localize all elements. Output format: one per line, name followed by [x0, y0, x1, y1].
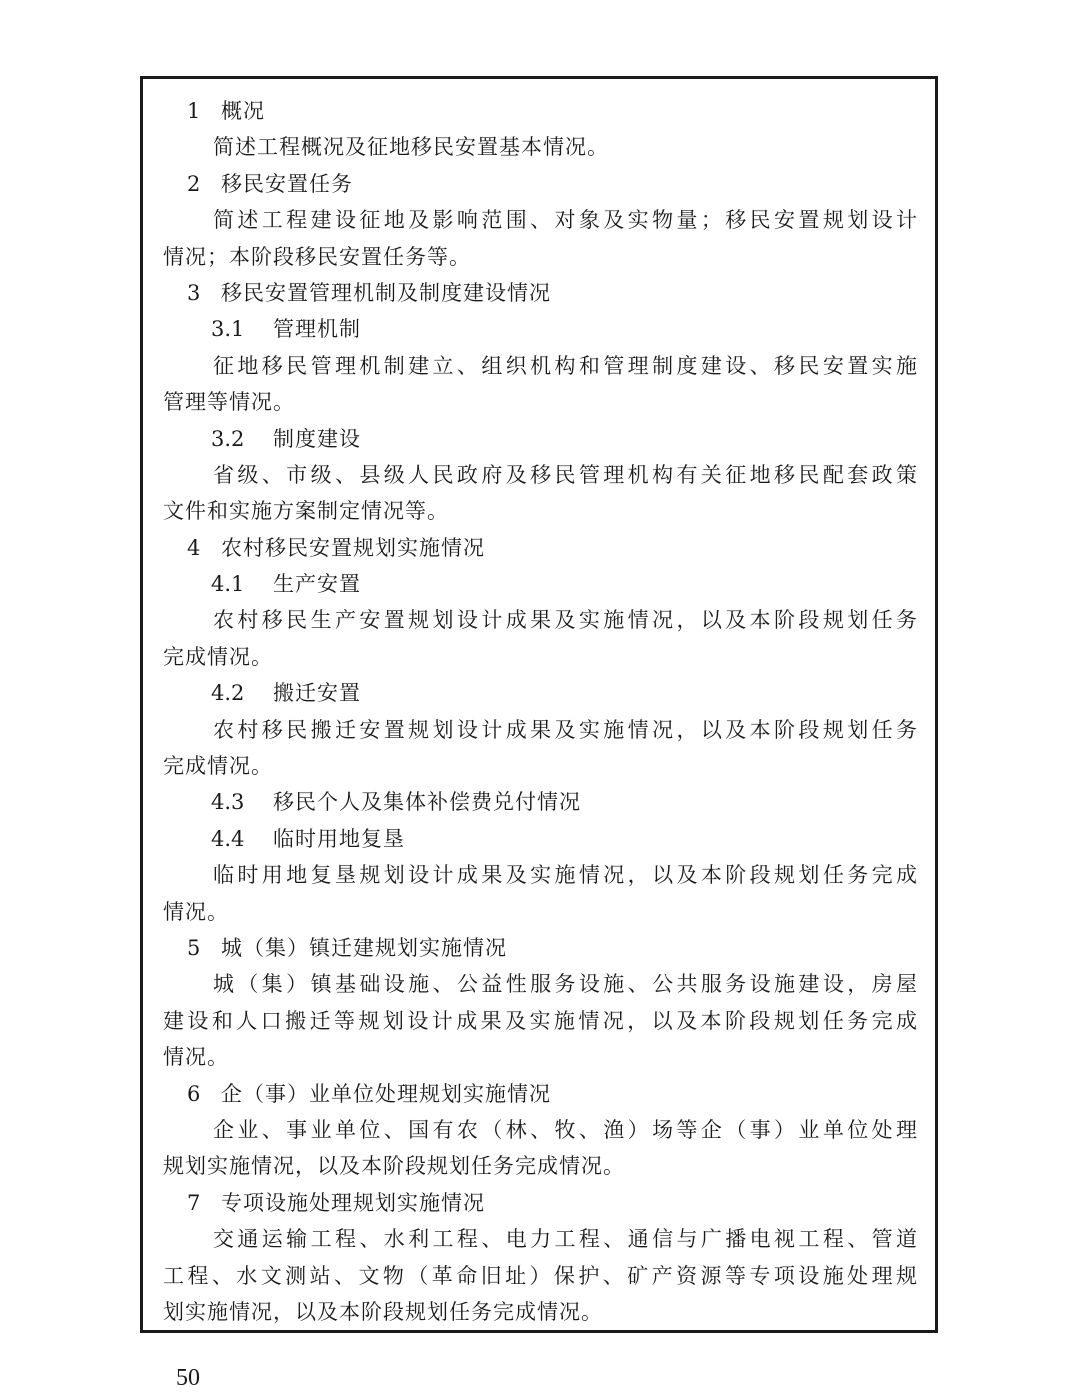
- section-number: 3.2: [211, 426, 245, 451]
- section-heading: [163, 675, 918, 711]
- section-title: 城（集）镇迁建规划实施情况: [221, 935, 507, 960]
- section-number: 3: [187, 280, 201, 305]
- section-number: 1: [187, 99, 201, 123]
- section-heading: [163, 93, 918, 129]
- section-heading: [163, 1185, 918, 1221]
- body-text-line: 情况。: [163, 899, 229, 924]
- section-heading: [163, 311, 918, 347]
- section-title: 概况: [221, 99, 265, 123]
- section-number: 4.2: [211, 681, 245, 706]
- section-number: 4.3: [211, 790, 245, 815]
- body-text-line: 划实施情况，以及本阶段规划任务完成情况。: [163, 1299, 603, 1324]
- body-text-line: 文件和实施方案制定情况等。: [163, 499, 449, 524]
- section-heading: [163, 821, 918, 857]
- body-text-line: 交通运输工程、水利工程、电力工程、通信与广播电视工程、管道: [213, 1227, 918, 1252]
- section-number: 4.1: [211, 572, 245, 597]
- section-heading: [163, 421, 918, 457]
- document-content: [163, 93, 918, 1330]
- body-text-line: 管理等情况。: [163, 390, 295, 415]
- section-title: 农村移民安置规划实施情况: [221, 535, 485, 560]
- section-title: 管理机制: [273, 317, 361, 342]
- body-text-line: 情况；本阶段移民安置任务等。: [163, 244, 471, 269]
- section-heading: [163, 1076, 918, 1112]
- body-text-line: 规划实施情况，以及本阶段规划任务完成情况。: [163, 1154, 625, 1179]
- body-text-line: 征地移民管理机制建立、组织机构和管理制度建设、移民安置实施: [213, 353, 918, 378]
- section-title: 移民安置管理机制及制度建设情况: [221, 280, 551, 305]
- section-number: 4: [187, 535, 201, 560]
- section-title: 移民个人及集体补偿费兑付情况: [273, 790, 581, 815]
- section-heading: [163, 166, 918, 202]
- body-text-line: 完成情况。: [163, 754, 273, 779]
- body-text-line: 企业、事业单位、国有农（林、牧、渔）场等企（事）业单位处理: [213, 1117, 918, 1142]
- bordered-text-box: [140, 76, 938, 1333]
- section-number: 7: [187, 1190, 201, 1215]
- body-text-line: 完成情况。: [163, 644, 273, 669]
- section-number: 4.4: [211, 826, 245, 851]
- body-text-line: 建设和人口搬迁等规划设计成果及实施情况，以及本阶段规划任务完成: [163, 1008, 918, 1033]
- section-title: 搬迁安置: [273, 681, 361, 706]
- body-text-line: 工程、水文测站、文物（革命旧址）保护、矿产资源等专项设施处理规: [163, 1263, 918, 1288]
- section-title: 移民安置任务: [221, 171, 353, 196]
- section-title: 临时用地复垦: [273, 826, 405, 851]
- section-title: 制度建设: [273, 426, 361, 451]
- section-heading: [163, 930, 918, 966]
- body-text-line: 农村移民生产安置规划设计成果及实施情况，以及本阶段规划任务: [213, 608, 918, 633]
- body-text-line: 简述工程概况及征地移民安置基本情况。: [213, 135, 609, 160]
- section-heading: [163, 566, 918, 602]
- section-number: 2: [187, 171, 201, 196]
- page-number: 50: [176, 1365, 200, 1391]
- body-text-line: 城（集）镇基础设施、公益性服务设施、公共服务设施建设，房屋: [213, 972, 918, 997]
- section-title: 生产安置: [273, 572, 361, 597]
- body-text-line: 简述工程建设征地及影响范围、对象及实物量；移民安置规划设计: [213, 208, 918, 233]
- body-text-line: 农村移民搬迁安置规划设计成果及实施情况，以及本阶段规划任务: [213, 717, 918, 742]
- section-title: 专项设施处理规划实施情况: [221, 1190, 485, 1215]
- section-number: 5: [187, 935, 201, 960]
- section-heading: [163, 530, 918, 566]
- section-number: 3.1: [211, 317, 245, 342]
- section-number: 6: [187, 1081, 201, 1106]
- body-text-line: 省级、市级、县级人民政府及移民管理机构有关征地移民配套政策: [213, 462, 918, 487]
- body-text-line: 临时用地复垦规划设计成果及实施情况，以及本阶段规划任务完成: [213, 863, 918, 888]
- body-text-line: 情况。: [163, 1045, 229, 1070]
- section-title: 企（事）业单位处理规划实施情况: [221, 1081, 551, 1106]
- section-heading: [163, 784, 918, 820]
- section-heading: [163, 275, 918, 311]
